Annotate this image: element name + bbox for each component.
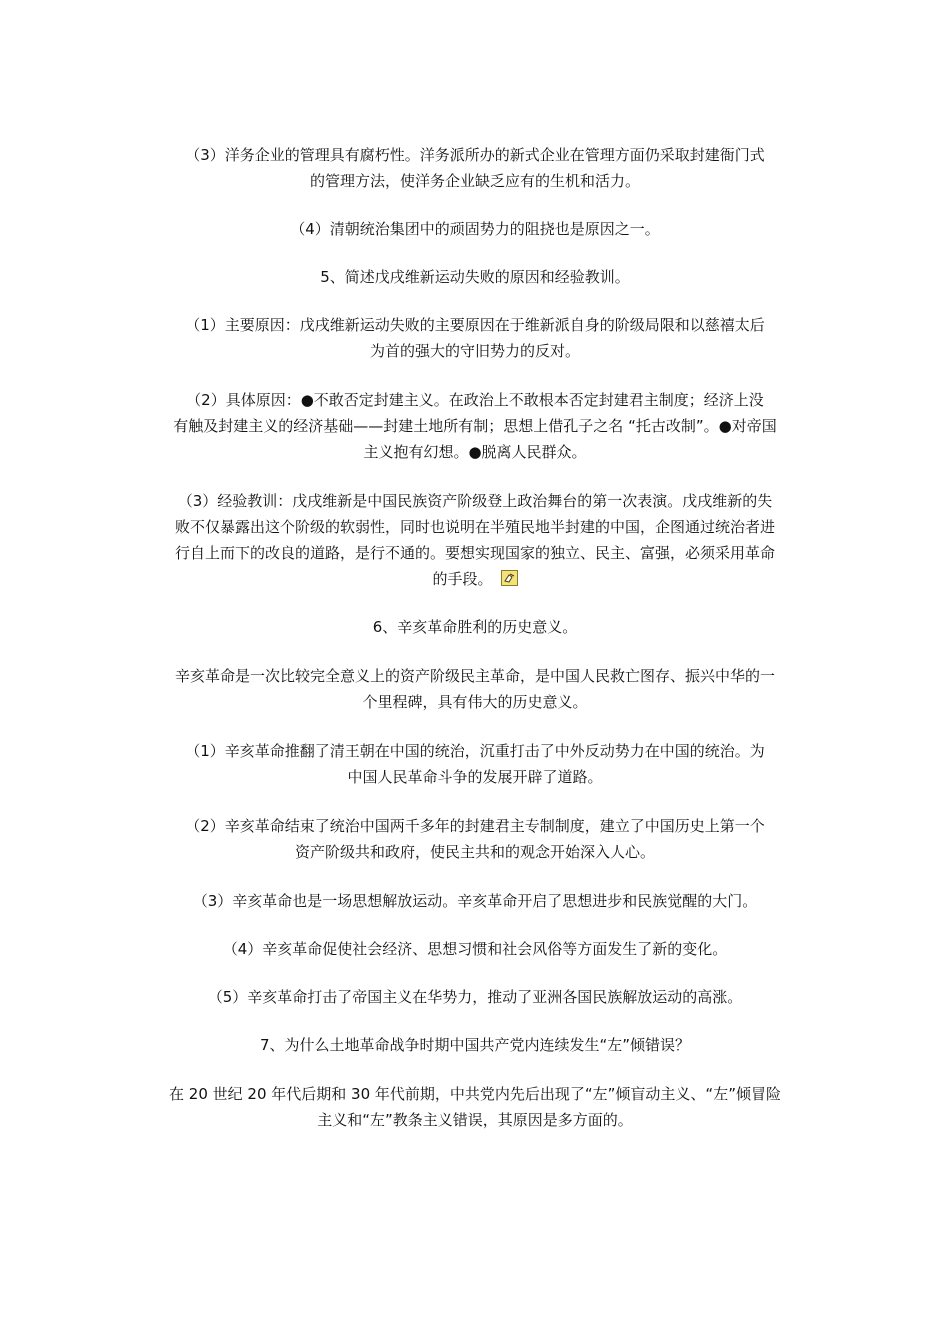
text-line: （1）辛亥革命推翻了清王朝在中国的统治，沉重打击了中外反动势力在中国的统治。为 — [185, 742, 765, 760]
text-line: （2）辛亥革命结束了统治中国两千多年的封建君主专制制度，建立了中国历史上第一个 — [185, 817, 765, 835]
text-line: 6、辛亥革命胜利的历史意义。 — [372, 618, 578, 636]
paragraph-xinhai-2 — [140, 813, 810, 865]
text-line: （4）辛亥革命促使社会经济、思想习惯和社会风俗等方面发生了新的变化。 — [222, 940, 728, 958]
paragraph-xinhai-intro — [140, 663, 810, 715]
text-line: 主义抱有幻想。●脱离人民群众。 — [363, 443, 587, 461]
heading-question-5 — [140, 264, 810, 290]
text-line: 有触及封建主义的经济基础——封建土地所有制；思想上借孔子之名 “托古改制”。●对帝国 — [173, 417, 777, 435]
heading-question-7 — [140, 1032, 810, 1058]
text-line: （2）具体原因：●不敢否定封建主义。在政治上不敢根本否定封建君主制度；经济上没 — [186, 391, 764, 409]
paragraph-xinhai-4 — [140, 936, 810, 962]
document-body — [140, 142, 810, 1133]
text-line: 主义和“左”教条主义错误，其原因是多方面的。 — [317, 1111, 633, 1129]
text-line: （3）辛亥革命也是一场思想解放运动。辛亥革命开启了思想进步和民族觉醒的大门。 — [192, 892, 758, 910]
text-line-with-icon — [140, 566, 810, 592]
paragraph-specific-reasons — [140, 387, 810, 465]
paragraph-yangwu-management — [140, 142, 810, 194]
text-line: 辛亥革命是一次比较完全意义上的资产阶级民主革命，是中国人民救亡图存、振兴中华的一 — [174, 667, 775, 685]
text-line: 为首的强大的守旧势力的反对。 — [369, 342, 580, 360]
paragraph-xinhai-5 — [140, 984, 810, 1010]
text-line: 的手段。 — [432, 570, 493, 588]
text-line: （1）主要原因：戊戌维新运动失败的主要原因在于维新派自身的阶级局限和以慈禧太后 — [185, 316, 765, 334]
paragraph-xinhai-3 — [140, 888, 810, 914]
text-line: （5）辛亥革命打击了帝国主义在华势力，推动了亚洲各国民族解放运动的高涨。 — [207, 988, 743, 1006]
text-line: 在 20 世纪 20 年代后期和 30 年代前期，中共党内先后出现了“左”倾盲动主义、“左”倾冒险 — [169, 1085, 781, 1103]
hyperlink-icon[interactable] — [501, 570, 518, 586]
text-line: 行自上而下的改良的道路，是行不通的。要想实现国家的独立、民主、富强，必须采用革命 — [174, 544, 775, 562]
text-line: 个里程碑，具有伟大的历史意义。 — [362, 693, 588, 711]
text-line: 的管理方法，使洋务企业缺乏应有的生机和活力。 — [309, 172, 640, 190]
text-line: （3）经验教训：戊戌维新是中国民族资产阶级登上政治舞台的第一次表演。戊戌维新的失 — [177, 492, 773, 510]
paragraph-main-reason — [140, 312, 810, 364]
paragraph-xinhai-1 — [140, 738, 810, 790]
text-line: 中国人民革命斗争的发展开辟了道路。 — [347, 768, 603, 786]
text-line: 资产阶级共和政府，使民主共和的观念开始深入人心。 — [294, 843, 655, 861]
text-line: 7、为什么土地革命战争时期中国共产党内连续发生“左”倾错误？ — [259, 1036, 691, 1054]
text-line: 败不仅暴露出这个阶级的软弱性，同时也说明在半殖民地半封建的中国，企图通过统治者进 — [174, 518, 775, 536]
heading-question-6 — [140, 614, 810, 640]
paragraph-qing-obstruction — [140, 216, 810, 242]
paragraph-lessons — [140, 488, 810, 592]
text-line: （4）清朝统治集团中的顽固势力的阻挠也是原因之一。 — [290, 220, 660, 238]
paragraph-left-errors — [140, 1081, 810, 1133]
text-line: 5、简述戊戌维新运动失败的原因和经验教训。 — [320, 268, 630, 286]
text-line: （3）洋务企业的管理具有腐朽性。洋务派所办的新式企业在管理方面仍采取封建衙门式 — [185, 146, 765, 164]
